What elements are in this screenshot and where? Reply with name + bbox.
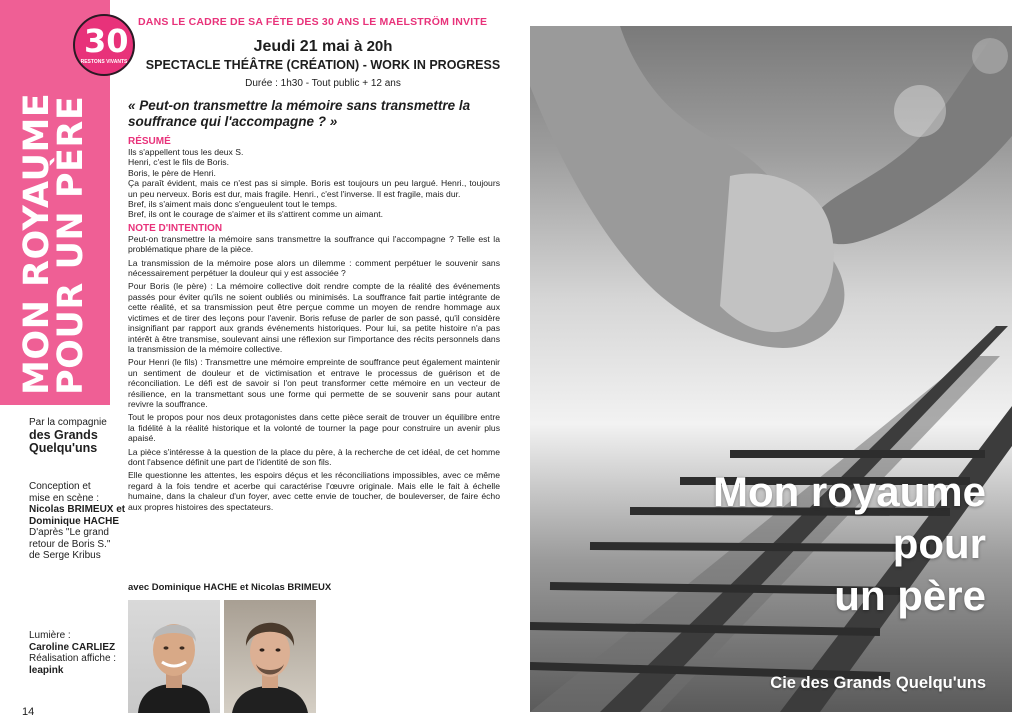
- header-top-line: DANS LE CADRE DE SA FÊTE DES 30 ANS LE MAELSTRÖM INVITE: [138, 16, 488, 28]
- note-paragraph: Pour Boris (le père) : La mémoire collective doit rendre compte de la réalité des événements passés pour éviter qu'ils ne soient oubliés ou minimisés. La souffrance fait partie intégrante de cette réalité, et sa transmission peut être perçue comme un moyen de rendre hommage aux victimes et de tirer des leçons pour l'avenir. Boris refuse de parler de son passé, qu'il considère insignifiant par rapport aux grands événements historiques. Pour lui, sa petite histoire n'a pas intérêt à être transmise, soulevant ainsi une réflexion sur l'importance des récits personnels dans la transmission de la mémoire collective.: [128, 281, 500, 354]
- company-intro: Par la compagnie: [29, 417, 107, 428]
- actor-photo-2: [224, 600, 316, 713]
- poster-title-line-2: pour: [892, 520, 986, 567]
- poster-title-line-1: Mon royaume: [712, 468, 986, 515]
- logo-number: 30: [84, 22, 129, 60]
- resume-line: Boris, le père de Henri.: [128, 167, 216, 178]
- vertical-title-line-1: MON ROYAUME: [17, 92, 57, 395]
- main-column: [128, 98, 500, 515]
- after-line-1: D'après "Le grand: [29, 527, 109, 538]
- poster-title-line-3: un père: [834, 572, 986, 619]
- show-type: SPECTACLE THÉÂTRE (CRÉATION) - WORK IN PROGRESS: [145, 58, 501, 72]
- lights-name: Caroline CARLIEZ: [29, 641, 116, 653]
- note-paragraph: Pour Henri (le fils) : Transmettre une mémoire empreinte de souffrance peut également maintenir un sentiment de douleur et de victimisation et entrave le processus de guérison et de réconciliation. Le défi est de savoir si l'on peut transformer cette mémoire en un vecteur de résilience, en la transmettant sous une forme qui permette de se souvenir sans pour autant revivre la souffrance.: [128, 357, 500, 409]
- direction-credit: [29, 481, 125, 562]
- vertical-title-line-2: POUR UN PÈRE: [51, 95, 91, 395]
- lights-label: Lumière :: [29, 630, 71, 641]
- poster-company: Cie des Grands Quelqu'uns: [770, 674, 986, 692]
- resume-line: Bref, ils ont le courage de s'aimer et ils s'attirent comme un aimant.: [128, 209, 383, 220]
- direction-label-2: mise en scène :: [29, 492, 100, 504]
- after-line-2: retour de Boris S.": [29, 538, 111, 550]
- company-name-line-2: Quelqu'uns: [29, 440, 98, 455]
- technical-credits: [29, 630, 116, 676]
- cast-line: avec Dominique HACHE et Nicolas BRIMEUX: [128, 582, 332, 593]
- company-credit: [29, 417, 107, 455]
- poster-credit-label: Réalisation affiche :: [29, 653, 117, 664]
- resume-line: Bref, ils s'aiment mais donc s'engueulent tout le temps.: [128, 199, 338, 210]
- poster-credit-name: leapink: [29, 664, 64, 676]
- vertical-title: [17, 92, 91, 395]
- anniversary-logo: [73, 14, 135, 76]
- event-time: à 20h: [354, 38, 393, 55]
- resume-heading: RÉSUMÉ: [128, 136, 171, 147]
- resume-line: Ça paraît évident, mais ce n'est pas si simple. Boris est toujours un peu largué. Henri., toujours un peu nerveux. Boris est dur, mais fragile. Henri., c'est l'inverse. Il est fragile, mais dur.: [128, 178, 500, 199]
- portrait-illustration-2: [224, 600, 316, 713]
- direction-label-1: Conception et: [29, 481, 91, 492]
- resume-line: Henri, c'est le fils de Boris.: [128, 157, 229, 168]
- note-paragraph: Peut-on transmettre la mémoire sans transmettre la souffrance qui l'accompagne ? Telle est la problématique phare de la pièce.: [128, 233, 500, 255]
- logo-tagline: RESTONS VIVANTS: [80, 59, 128, 65]
- actor-photo-1: [128, 600, 220, 713]
- note-paragraph: La transmission de la mémoire pose alors un dilemme : comment perpétuer le souvenir sans nécessairement perpétuer la douleur qui y est associée ?: [128, 257, 500, 279]
- poster-title: [713, 466, 986, 622]
- note-paragraph: La pièce s'intéresse à la question de la place du père, à la recherche de cet idéal, de cet homme dont l'absence définit une part de l'identité de son fils.: [128, 446, 500, 467]
- duration: Durée : 1h30 - Tout public + 12 ans: [245, 78, 401, 89]
- page-number: 14: [22, 706, 35, 718]
- portrait-illustration-1: [128, 600, 220, 713]
- poster-image: [530, 26, 1012, 712]
- date-line: [138, 38, 508, 56]
- note-heading: NOTE D'INTENTION: [128, 222, 223, 234]
- note-paragraph: Elle questionne les attentes, les espoirs déçus et les réconciliations impossibles, avec ce même regard à la fois tendre et acerbe qui caractérise l'œuvre originale. Mais elle le fait à échelle humaine, dans la chaleur d'un foyer, avec cette envie de toucher, de bouleverser, de faire écho aux propres histoires des spectateurs.: [128, 470, 500, 512]
- note-paragraph: Tout le propos pour nos deux protagonistes dans cette pièce serait de trouver un équilibre entre la fidélité à la réalité historique et la volonté de tourner la page pour construire un avenir plus apaisé.: [128, 412, 500, 444]
- quote: « Peut-on transmettre la mémoire sans transmettre la souffrance qui l'accompagne ? »: [128, 98, 471, 129]
- after-line-3: de Serge Kribus: [29, 550, 101, 561]
- company-name-line-1: des Grands: [29, 427, 98, 442]
- resume-line: Ils s'appellent tous les deux S.: [128, 147, 244, 157]
- event-date: Jeudi 21 mai: [253, 38, 350, 55]
- director-2: Dominique HACHE: [29, 515, 119, 527]
- director-1: Nicolas BRIMEUX et: [29, 504, 126, 515]
